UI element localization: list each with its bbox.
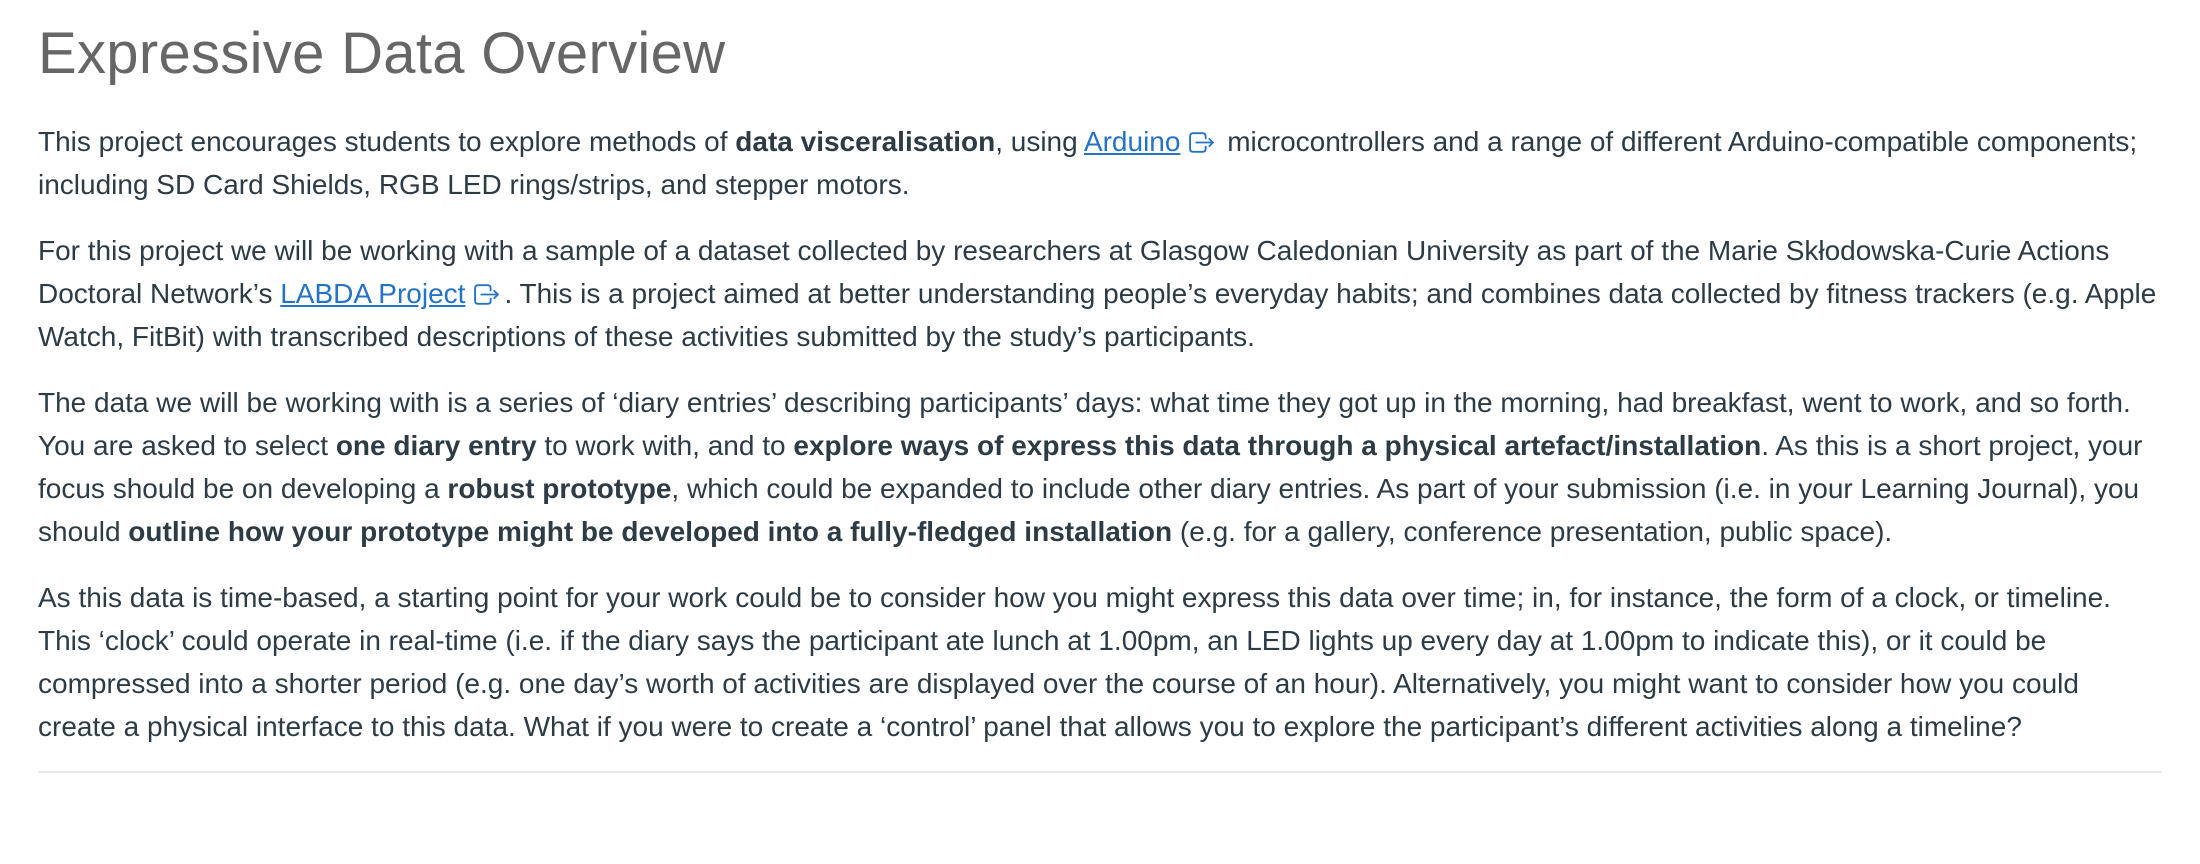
text-run: , using xyxy=(995,126,1084,157)
page-title: Expressive Data Overview xyxy=(38,21,726,86)
bold-run: outline how your prototype might be developed into a fully-fledged installation xyxy=(128,516,1173,547)
paragraph-ideas xyxy=(38,576,2162,748)
bold-run: robust prototype xyxy=(447,473,672,504)
text-run: , which could be expanded to include other diary entries. As part of your submission (i.e. in your Learning Journal), you should xyxy=(38,473,2140,547)
bold-run: explore ways of express this data through a physical artefact/installation xyxy=(793,430,1762,461)
paragraph-intro xyxy=(38,120,2162,206)
text-run: . As this is a short project, your focus should be on developing a xyxy=(38,430,2143,504)
text-run: The data we will be working with is a series of ‘diary entries’ describing participants’ days: what time they got up in the morning, had breakfast, went to work, and so forth. You are asked to select xyxy=(38,387,2131,461)
text-run: microcontrollers and a range of different Arduino-compatible components; including SD Card Shields, RGB LED rings/strips, and stepper motors. xyxy=(38,126,2138,200)
section-divider xyxy=(38,771,2162,773)
text-run: As this data is time-based, a starting point for your work could be to consider how you might express this data over time; in, for instance, the form of a clock, or timeline. This ‘clock’ could operate in real-time (i.e. if the diary says the participant ate lunch at 1.00pm, an LED lights up every day at 1.00pm to indicate this), or it could be compressed into a shorter period (e.g. one day’s worth of activities are displayed over the course of an hour). Alternatively, you might want to consider how you could create a physical interface to this data. What if you were to create a ‘control’ panel that allows you to explore the participant’s different activities along a timeline? xyxy=(38,582,2111,742)
text-run: For this project we will be working with a sample of a dataset collected by researchers at Glasgow Caledonian University as part of the Marie Skłodowska-Curie Actions Doctoral Network’s xyxy=(38,235,2110,309)
arduino-link[interactable]: Arduino xyxy=(1083,126,1181,157)
paragraph-brief xyxy=(38,381,2162,553)
external-link-icon xyxy=(473,282,500,307)
labda-project-link[interactable]: LABDA Project xyxy=(280,278,466,309)
text-run: This project encourages students to explore methods of xyxy=(38,126,736,157)
bold-run: one diary entry xyxy=(335,430,537,461)
paragraph-dataset xyxy=(38,229,2162,358)
text-run: . This is a project aimed at better understanding people’s everyday habits; and combines data collected by fitness trackers (e.g. Apple Watch, FitBit) with transcribed descriptions of these activities submitted by the study’s participants. xyxy=(38,278,2157,352)
external-link-icon xyxy=(1188,130,1215,155)
text-run: to work with, and to xyxy=(536,430,794,461)
text-run: (e.g. for a gallery, conference presentation, public space). xyxy=(1172,516,1893,547)
bold-run: data visceralisation xyxy=(735,126,996,157)
